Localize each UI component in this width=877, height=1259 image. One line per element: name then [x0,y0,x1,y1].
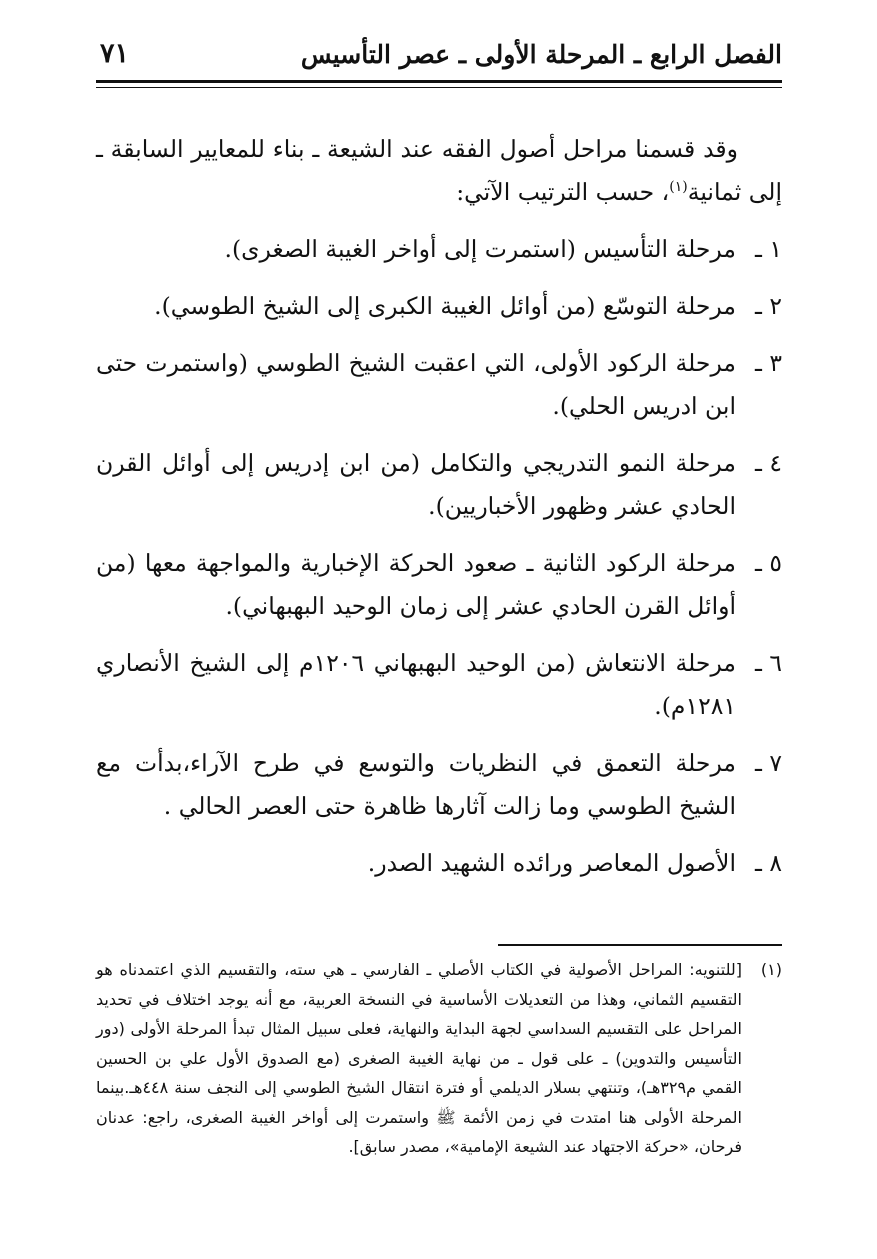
list-item [96,285,782,328]
footnote [96,955,782,1162]
list-item-number: ٦ ـ [755,649,782,677]
list-item [96,442,782,528]
intro-text: وقد قسمنا مراحل أصول الفقه عند الشيعة ـ بناء للمعايير السابقة ـ إلى ثمانية [96,135,782,206]
list-item-text: مرحلة التوسّع (من أوائل الغيبة الكبرى إلى الشيخ الطوسي). [154,292,736,320]
list-item [96,342,782,428]
list-item-number: ١ ـ [755,235,782,263]
list-item-number: ٥ ـ [755,549,782,577]
running-header [96,36,782,80]
intro-text-after: ، حسب الترتيب الآتي: [456,178,670,206]
list-item-text: مرحلة التعمق في النظريات والتوسع في طرح الآراء،بدأت مع الشيخ الطوسي وما زالت آثارها ظاهرة حتى العصر الحالي . [96,749,736,820]
list-item [96,542,782,628]
footnote-text: [للتنويه: المراحل الأصولية في الكتاب الأصلي ـ الفارسي ـ هي سته، والتقسيم الذي اعتمدناه هو التقسيم الثماني، وهذا من التعديلات الأساسية في النسخة العربية، مع أنه يوجد اختلاف في تحديد المراحل على التقسيم السداسي لجهة البداية والنهاية، فعلى سبيل المثال تبدأ المرحلة الأولى (دور التأسيس والتدوين) ـ على قول ـ من نهاية الغيبة الصغرى (مع الصدوق الأول علي بن الحسين القمي م٣٢٩هـ)، وتنتهي بسلار الديلمي أو فترة انتقال الشيخ الطوسي إلى النجف سنة ٤٤٨هـ.بينما المرحلة الأولى هنا امتدت في زمن الأئمة ﷺ واستمرت إلى أواخر الغيبة الصغرى، راجع: عدنان فرحان، «حركة الاجتهاد عند الشيعة الإمامية»، مصدر سابق]. [96,960,742,1156]
list-item-number: ٢ ـ [755,292,782,320]
list-item-text: مرحلة النمو التدريجي والتكامل (من ابن إدريس إلى أوائل القرن الحادي عشر وظهور الأخباريين). [96,449,736,520]
list-item-number: ٨ ـ [755,849,782,877]
list-item-number: ٤ ـ [755,449,782,477]
footnote-separator [498,944,782,946]
list-item-text: مرحلة التأسيس (استمرت إلى أواخر الغيبة الصغرى). [224,235,736,263]
list-item [96,642,782,728]
list-item-text: مرحلة الانتعاش (من الوحيد البهبهاني ١٢٠٦م إلى الشيخ الأنصاري ١٢٨١م). [96,649,736,720]
list-item-text: مرحلة الركود الثانية ـ صعود الحركة الإخبارية والمواجهة معها (من أوائل القرن الحادي عشر إلى زمان الوحيد البهبهاني). [96,549,736,620]
chapter-title: الفصل الرابع ـ المرحلة الأولى ـ عصر التأسيس [300,40,782,69]
header-rule-thin [96,87,782,88]
list-item [96,228,782,271]
page-number: ٧١ [100,38,130,69]
list-item-text: مرحلة الركود الأولى، التي اعقبت الشيخ الطوسي (واستمرت حتى ابن ادريس الحلي). [96,349,736,420]
list-item-text: الأصول المعاصر ورائده الشهيد الصدر. [367,849,736,877]
footnote-marker[interactable]: (١) [669,179,688,196]
list-item [96,742,782,828]
list-item [96,842,782,885]
intro-paragraph [96,128,782,214]
header-rule-thick [96,80,782,83]
main-text [96,128,782,899]
list-item-number: ٧ ـ [755,749,782,777]
list-item-number: ٣ ـ [755,349,782,377]
footnote-number: (١) [760,960,782,979]
